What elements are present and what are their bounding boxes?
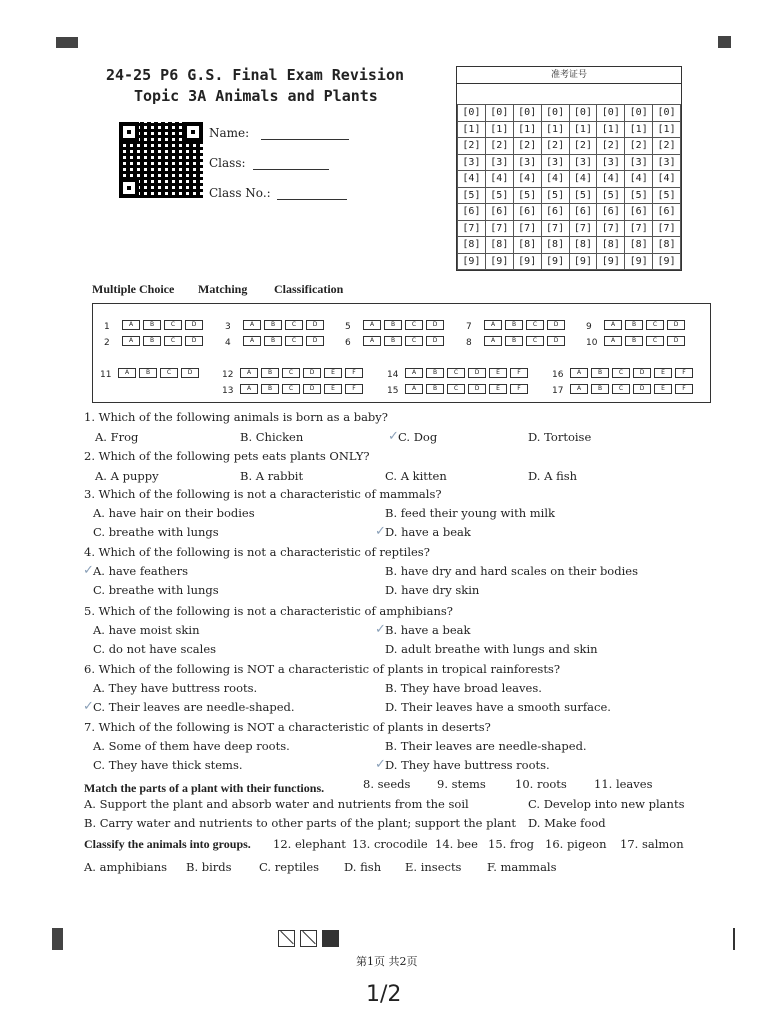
- matching-option-d: D. Make food: [528, 816, 606, 830]
- answer-bubble-a[interactable]: A: [243, 336, 261, 346]
- answer-number: 15: [387, 386, 399, 396]
- check-mark-icon: ✓: [375, 757, 386, 772]
- id-digit-cell[interactable]: [2]: [513, 138, 541, 155]
- matching-item: 9. stems: [437, 777, 486, 791]
- answer-bubble-d[interactable]: D: [426, 320, 444, 330]
- section-matching: Matching: [198, 282, 248, 296]
- answer-bubble-d[interactable]: D: [185, 336, 203, 346]
- id-digit-cell[interactable]: [7]: [569, 220, 597, 237]
- answer-bubble-b[interactable]: B: [426, 368, 444, 378]
- exam-topic: Topic 3A Animals and Plants: [134, 87, 378, 105]
- id-digit-cell[interactable]: [7]: [653, 220, 681, 237]
- id-digit-cell[interactable]: [7]: [485, 220, 513, 237]
- id-digit-cell[interactable]: [3]: [458, 154, 486, 171]
- answer-bubble-d[interactable]: D: [468, 384, 486, 394]
- option-a: A. Frog: [95, 430, 139, 444]
- registration-mark-top-left: [56, 37, 78, 48]
- id-digit-cell[interactable]: [2]: [485, 138, 513, 155]
- option-b: B. feed their young with milk: [385, 506, 555, 520]
- answer-bubble-c[interactable]: C: [526, 336, 544, 346]
- answer-bubble-d[interactable]: D: [306, 320, 324, 330]
- id-digit-cell[interactable]: [2]: [597, 138, 625, 155]
- page-counter: 1/2: [366, 982, 402, 1007]
- id-digit-cell[interactable]: [9]: [625, 253, 653, 270]
- question-text: 3. Which of the following is not a characteristic of mammals?: [84, 487, 442, 501]
- answer-bubble-c[interactable]: C: [612, 368, 630, 378]
- id-digit-cell[interactable]: [8]: [625, 237, 653, 254]
- answer-bubble-e[interactable]: E: [654, 368, 672, 378]
- id-digit-cell[interactable]: [6]: [597, 204, 625, 221]
- answer-bubble-a[interactable]: A: [122, 320, 140, 330]
- id-digit-cell[interactable]: [2]: [653, 138, 681, 155]
- id-digit-cell[interactable]: [9]: [541, 253, 569, 270]
- answer-bubble-c[interactable]: C: [405, 336, 423, 346]
- id-digit-cell[interactable]: [5]: [541, 187, 569, 204]
- id-digit-cell[interactable]: [5]: [485, 187, 513, 204]
- answer-bubble-b[interactable]: B: [384, 320, 402, 330]
- answer-number: 8: [466, 338, 472, 348]
- qr-code-icon: [119, 122, 203, 198]
- option-d: D. Tortoise: [528, 430, 592, 444]
- answer-bubble-c[interactable]: C: [282, 368, 300, 378]
- classification-group: A. amphibians: [84, 860, 168, 874]
- answer-bubble-e[interactable]: E: [654, 384, 672, 394]
- matching-item: 10. roots: [515, 777, 567, 791]
- option-d: D. have a beak: [385, 525, 471, 539]
- exam-title: 24-25 P6 G.S. Final Exam Revision: [106, 66, 405, 84]
- id-digit-cell[interactable]: [6]: [458, 204, 486, 221]
- classification-group: E. insects: [405, 860, 462, 874]
- answer-bubble-e[interactable]: E: [489, 368, 507, 378]
- page-label: 第1页 共2页: [356, 955, 418, 968]
- id-digit-cell[interactable]: [4]: [485, 171, 513, 188]
- answer-bubble-c[interactable]: C: [447, 384, 465, 394]
- id-digit-cell[interactable]: [0]: [513, 105, 541, 122]
- id-digit-cell[interactable]: [3]: [541, 154, 569, 171]
- section-multiple-choice: Multiple Choice: [92, 282, 175, 296]
- name-label: Name:: [209, 126, 250, 140]
- id-digit-cell[interactable]: [6]: [569, 204, 597, 221]
- matching-prompt-line: [84, 777, 324, 796]
- answer-bubble-b[interactable]: B: [143, 320, 161, 330]
- answer-bubble-a[interactable]: A: [405, 368, 423, 378]
- id-digit-cell[interactable]: [6]: [625, 204, 653, 221]
- id-digit-cell[interactable]: [6]: [485, 204, 513, 221]
- option-a: A. They have buttress roots.: [93, 681, 258, 695]
- id-digit-cell[interactable]: [0]: [625, 105, 653, 122]
- answer-bubble-c[interactable]: C: [646, 320, 664, 330]
- registration-mark-bottom-right: [733, 928, 735, 950]
- question-text: 6. Which of the following is NOT a characteristic of plants in tropical rainforests?: [84, 662, 561, 676]
- id-digit-cell[interactable]: [9]: [458, 253, 486, 270]
- answer-bubble-b[interactable]: B: [505, 320, 523, 330]
- option-a: A. have hair on their bodies: [93, 506, 255, 520]
- answer-bubble-b[interactable]: B: [143, 336, 161, 346]
- option-b: B. They have broad leaves.: [385, 681, 542, 695]
- answer-bubble-a[interactable]: A: [570, 368, 588, 378]
- check-mark-icon: ✓: [388, 429, 399, 444]
- option-c: C. They have thick stems.: [93, 758, 243, 772]
- id-digit-cell[interactable]: [1]: [653, 121, 681, 138]
- id-digit-cell[interactable]: [2]: [625, 138, 653, 155]
- id-digit-cell[interactable]: [1]: [625, 121, 653, 138]
- answer-bubble-b[interactable]: B: [384, 336, 402, 346]
- answer-question-4: [225, 330, 327, 349]
- answer-bubble-e[interactable]: E: [489, 384, 507, 394]
- answer-question-6: [345, 330, 447, 349]
- marked-box-icon: [300, 930, 317, 947]
- id-digit-cell[interactable]: [9]: [597, 253, 625, 270]
- id-digit-cell[interactable]: [1]: [485, 121, 513, 138]
- classification-prompt: Classify the animals into groups.: [84, 837, 251, 851]
- id-digit-cell[interactable]: [5]: [569, 187, 597, 204]
- id-digit-cell[interactable]: [4]: [458, 171, 486, 188]
- question-text: 5. Which of the following is not a characteristic of amphibians?: [84, 604, 453, 618]
- option-a: A. A puppy: [95, 469, 159, 483]
- answer-bubble-b[interactable]: B: [264, 320, 282, 330]
- classification-group: F. mammals: [487, 860, 557, 874]
- id-digit-cell[interactable]: [7]: [541, 220, 569, 237]
- answer-number: 17: [552, 386, 564, 396]
- answer-bubble-d[interactable]: D: [306, 336, 324, 346]
- id-digit-cell[interactable]: [4]: [625, 171, 653, 188]
- id-digit-cell[interactable]: [4]: [513, 171, 541, 188]
- answer-bubble-f[interactable]: F: [675, 384, 693, 394]
- answer-bubble-d[interactable]: D: [633, 384, 651, 394]
- answer-number: 3: [225, 322, 231, 332]
- id-digit-cell[interactable]: [2]: [541, 138, 569, 155]
- option-c: C. breathe with lungs: [93, 525, 219, 539]
- option-b: B. Chicken: [240, 430, 304, 444]
- id-digit-cell[interactable]: [4]: [653, 171, 681, 188]
- answer-bubble-b[interactable]: B: [264, 336, 282, 346]
- answer-number: 11: [100, 370, 112, 380]
- answer-bubble-e[interactable]: E: [324, 384, 342, 394]
- matching-option-a: A. Support the plant and absorb water and nutrients from the soil: [84, 797, 469, 811]
- answer-bubble-b[interactable]: B: [505, 336, 523, 346]
- option-c: C. breathe with lungs: [93, 583, 219, 597]
- option-d: D. They have buttress roots.: [385, 758, 550, 772]
- answer-number: 4: [225, 338, 231, 348]
- answer-bubble-a[interactable]: A: [240, 368, 258, 378]
- answer-bubble-c[interactable]: C: [646, 336, 664, 346]
- answer-number: 7: [466, 322, 472, 332]
- answer-bubble-c[interactable]: C: [447, 368, 465, 378]
- answer-bubble-d[interactable]: D: [667, 336, 685, 346]
- question-text: 4. Which of the following is not a characteristic of reptiles?: [84, 545, 430, 559]
- id-digit-cell[interactable]: [8]: [597, 237, 625, 254]
- name-field[interactable]: [209, 126, 349, 140]
- answer-number: 16: [552, 370, 564, 380]
- id-digit-cell[interactable]: [8]: [569, 237, 597, 254]
- id-digit-cell[interactable]: [0]: [569, 105, 597, 122]
- registration-mark-top-right: [718, 36, 731, 48]
- answer-bubble-a[interactable]: A: [122, 336, 140, 346]
- id-digit-cell[interactable]: [4]: [541, 171, 569, 188]
- answer-bubble-c[interactable]: C: [164, 336, 182, 346]
- matching-option-c: C. Develop into new plants: [528, 797, 685, 811]
- answer-bubble-c[interactable]: C: [526, 320, 544, 330]
- answer-question-11: [100, 362, 202, 381]
- id-digit-cell[interactable]: [3]: [513, 154, 541, 171]
- answer-bubble-d[interactable]: D: [303, 384, 321, 394]
- class-label: Class:: [209, 156, 246, 170]
- check-mark-icon: ✓: [375, 622, 386, 637]
- classification-item: 15. frog: [488, 837, 534, 851]
- answer-bubble-b[interactable]: B: [591, 368, 609, 378]
- answer-bubble-a[interactable]: A: [240, 384, 258, 394]
- classification-item: 12. elephant: [273, 837, 346, 851]
- answer-bubble-d[interactable]: D: [185, 320, 203, 330]
- id-digit-cell[interactable]: [3]: [485, 154, 513, 171]
- class-no-line: [277, 187, 347, 200]
- answer-bubble-c[interactable]: C: [164, 320, 182, 330]
- option-a: A. have feathers: [93, 564, 188, 578]
- answer-bubble-d[interactable]: D: [426, 336, 444, 346]
- question-text: 2. Which of the following pets eats plants ONLY?: [84, 449, 370, 463]
- answer-bubble-d[interactable]: D: [181, 368, 199, 378]
- answer-bubble-a[interactable]: A: [363, 320, 381, 330]
- id-digit-cell[interactable]: [9]: [485, 253, 513, 270]
- check-mark-icon: ✓: [83, 563, 94, 578]
- filled-box-icon: [322, 930, 339, 947]
- answer-question-15: [387, 378, 531, 397]
- classification-item: 14. bee: [435, 837, 478, 851]
- class-no-label: Class No.:: [209, 186, 271, 200]
- check-mark-icon: ✓: [375, 524, 386, 539]
- answer-bubble-c[interactable]: C: [612, 384, 630, 394]
- id-digit-cell[interactable]: [0]: [485, 105, 513, 122]
- answer-bubble-f[interactable]: F: [345, 368, 363, 378]
- id-digit-cell[interactable]: [7]: [458, 220, 486, 237]
- id-digit-cell[interactable]: [8]: [513, 237, 541, 254]
- id-digit-cell[interactable]: [3]: [653, 154, 681, 171]
- classification-group: C. reptiles: [259, 860, 320, 874]
- id-digit-cell[interactable]: [3]: [569, 154, 597, 171]
- check-mark-icon: ✓: [83, 699, 94, 714]
- option-b: B. Their leaves are needle-shaped.: [385, 739, 587, 753]
- name-line: [261, 127, 349, 140]
- answer-bubble-d[interactable]: D: [547, 336, 565, 346]
- id-digit-cell[interactable]: [8]: [458, 237, 486, 254]
- id-digit-cell[interactable]: [5]: [653, 187, 681, 204]
- answer-bubble-b[interactable]: B: [261, 384, 279, 394]
- answer-bubble-b[interactable]: B: [139, 368, 157, 378]
- class-field[interactable]: [209, 156, 329, 170]
- candidate-id-table: [457, 104, 681, 270]
- id-digit-cell[interactable]: [8]: [541, 237, 569, 254]
- section-classification: Classification: [274, 282, 344, 296]
- registration-mark-bottom-left: [52, 928, 63, 950]
- class-no-field[interactable]: [209, 186, 347, 200]
- classification-item: 16. pigeon: [545, 837, 607, 851]
- id-digit-cell[interactable]: [0]: [541, 105, 569, 122]
- id-digit-cell[interactable]: [1]: [597, 121, 625, 138]
- option-d: D. A fish: [528, 469, 578, 483]
- answer-number: 12: [222, 370, 234, 380]
- answer-bubble-f[interactable]: F: [675, 368, 693, 378]
- answer-number: 9: [586, 322, 592, 332]
- option-b: B. have a beak: [385, 623, 471, 637]
- id-digit-cell[interactable]: [6]: [653, 204, 681, 221]
- id-digit-cell[interactable]: [2]: [458, 138, 486, 155]
- marked-box-icon: [278, 930, 295, 947]
- answer-bubble-d[interactable]: D: [303, 368, 321, 378]
- answer-question-17: [552, 378, 696, 397]
- answer-number: 2: [104, 338, 110, 348]
- id-digit-cell[interactable]: [8]: [653, 237, 681, 254]
- id-digit-cell[interactable]: [1]: [458, 121, 486, 138]
- answer-bubble-a[interactable]: A: [243, 320, 261, 330]
- answer-bubble-d[interactable]: D: [468, 368, 486, 378]
- question-text: 1. Which of the following animals is born as a baby?: [84, 410, 388, 424]
- answer-bubble-c[interactable]: C: [405, 320, 423, 330]
- answer-number: 5: [345, 322, 351, 332]
- option-d: D. adult breathe with lungs and skin: [385, 642, 598, 656]
- id-digit-cell[interactable]: [3]: [597, 154, 625, 171]
- footer-boxes: [278, 930, 344, 951]
- matching-item: 8. seeds: [363, 777, 411, 791]
- option-a: A. have moist skin: [93, 623, 200, 637]
- answer-bubble-e[interactable]: E: [324, 368, 342, 378]
- answer-bubble-c[interactable]: C: [285, 320, 303, 330]
- answer-bubble-c[interactable]: C: [160, 368, 178, 378]
- answer-bubble-a[interactable]: A: [604, 320, 622, 330]
- id-digit-cell[interactable]: [8]: [485, 237, 513, 254]
- id-digit-cell[interactable]: [0]: [597, 105, 625, 122]
- id-digit-cell[interactable]: [4]: [569, 171, 597, 188]
- id-digit-cell[interactable]: [9]: [513, 253, 541, 270]
- id-digit-cell[interactable]: [3]: [625, 154, 653, 171]
- id-digit-cell[interactable]: [6]: [513, 204, 541, 221]
- candidate-id-heading: 准考证号: [457, 67, 681, 84]
- answer-number: 13: [222, 386, 234, 396]
- id-digit-cell[interactable]: [9]: [653, 253, 681, 270]
- id-digit-cell[interactable]: [5]: [513, 187, 541, 204]
- answer-number: 6: [345, 338, 351, 348]
- answer-bubble-a[interactable]: A: [363, 336, 381, 346]
- class-line: [253, 157, 329, 170]
- answer-bubble-a[interactable]: A: [484, 336, 502, 346]
- option-c: C. A kitten: [385, 469, 447, 483]
- classification-group: D. fish: [344, 860, 382, 874]
- answer-bubble-a[interactable]: A: [604, 336, 622, 346]
- option-a: A. Some of them have deep roots.: [93, 739, 290, 753]
- matching-prompt: Match the parts of a plant with their functions.: [84, 781, 325, 795]
- classification-item: 17. salmon: [620, 837, 684, 851]
- option-b: B. A rabbit: [240, 469, 304, 483]
- id-digit-cell[interactable]: [0]: [458, 105, 486, 122]
- id-digit-cell[interactable]: [6]: [541, 204, 569, 221]
- id-digit-cell[interactable]: [1]: [513, 121, 541, 138]
- answer-bubble-d[interactable]: D: [667, 320, 685, 330]
- id-digit-cell[interactable]: [5]: [597, 187, 625, 204]
- answer-bubble-f[interactable]: F: [345, 384, 363, 394]
- id-digit-cell[interactable]: [2]: [569, 138, 597, 155]
- answer-bubble-a[interactable]: A: [405, 384, 423, 394]
- id-digit-cell[interactable]: [5]: [625, 187, 653, 204]
- id-digit-cell[interactable]: [9]: [569, 253, 597, 270]
- answer-bubble-b[interactable]: B: [426, 384, 444, 394]
- answer-bubble-b[interactable]: B: [261, 368, 279, 378]
- id-digit-cell[interactable]: [7]: [597, 220, 625, 237]
- option-d: D. have dry skin: [385, 583, 480, 597]
- answer-bubble-a[interactable]: A: [570, 384, 588, 394]
- answer-question-2: [104, 330, 206, 349]
- answer-bubble-a[interactable]: A: [118, 368, 136, 378]
- answer-number: 10: [586, 338, 598, 348]
- question-text: 7. Which of the following is NOT a characteristic of plants in deserts?: [84, 720, 491, 734]
- option-c: C. Dog: [398, 430, 438, 444]
- answer-bubble-c[interactable]: C: [282, 384, 300, 394]
- answer-number: 1: [104, 322, 110, 332]
- answer-bubble-f[interactable]: F: [510, 368, 528, 378]
- answer-question-8: [466, 330, 568, 349]
- candidate-id-grid: [456, 66, 682, 271]
- id-digit-cell[interactable]: [4]: [597, 171, 625, 188]
- answer-bubble-c[interactable]: C: [285, 336, 303, 346]
- id-digit-cell[interactable]: [7]: [625, 220, 653, 237]
- answer-bubble-b[interactable]: B: [625, 320, 643, 330]
- answer-bubble-f[interactable]: F: [510, 384, 528, 394]
- answer-question-10: [586, 330, 688, 349]
- id-digit-cell[interactable]: [1]: [541, 121, 569, 138]
- answer-number: 14: [387, 370, 399, 380]
- matching-option-b: B. Carry water and nutrients to other parts of the plant; support the plant: [84, 816, 517, 830]
- option-b: B. have dry and hard scales on their bodies: [385, 564, 638, 578]
- id-digit-cell[interactable]: [5]: [458, 187, 486, 204]
- answer-question-13: [222, 378, 366, 397]
- answer-bubble-b[interactable]: B: [591, 384, 609, 394]
- classification-item: 13. crocodile: [352, 837, 428, 851]
- id-digit-cell[interactable]: [7]: [513, 220, 541, 237]
- id-digit-cell[interactable]: [1]: [569, 121, 597, 138]
- option-c: C. Their leaves are needle-shaped.: [93, 700, 295, 714]
- answer-bubble-d[interactable]: D: [547, 320, 565, 330]
- answer-bubble-b[interactable]: B: [625, 336, 643, 346]
- matching-item: 11. leaves: [594, 777, 653, 791]
- classification-group: B. birds: [186, 860, 232, 874]
- option-c: C. do not have scales: [93, 642, 217, 656]
- option-d: D. Their leaves have a smooth surface.: [385, 700, 611, 714]
- answer-bubble-a[interactable]: A: [484, 320, 502, 330]
- answer-bubble-d[interactable]: D: [633, 368, 651, 378]
- id-digit-cell[interactable]: [0]: [653, 105, 681, 122]
